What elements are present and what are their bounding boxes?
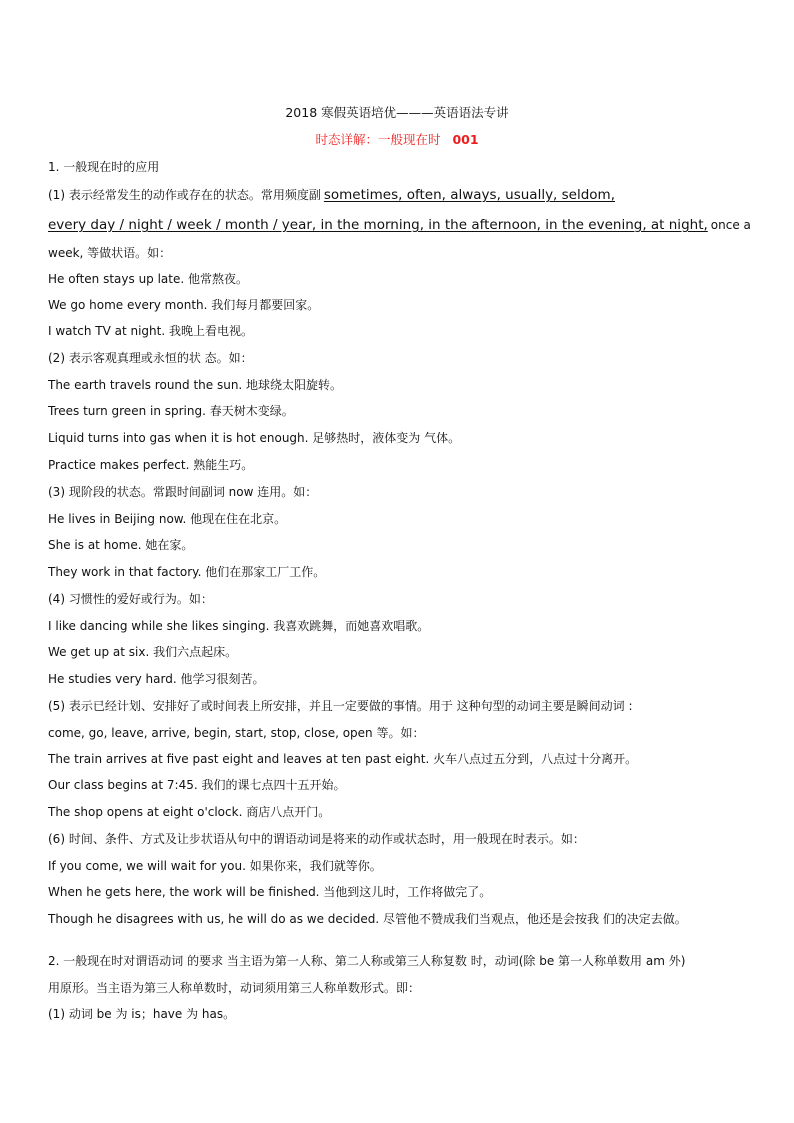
subtitle-text: 时态详解：一般现在时 [315,132,441,147]
section-2-line-2: 用原形。当主语为第三人称单数时，动词须用第三人称单数形式。即： [48,981,421,995]
example-line: Though he disagrees with us, he will do as we decided. 尽管他不赞成我们当观点，他还是会按我 们的决定去做。 [48,912,687,926]
example-line: Trees turn green in spring. 春天树木变绿。 [48,404,294,418]
example-line: We go home every month. 我们每月都要回家。 [48,298,320,312]
example-line: The shop opens at eight o'clock. 商店八点开门。 [48,805,331,819]
paragraph-1-line-2 [48,217,751,233]
example-line: Liquid turns into gas when it is hot enough. 足够热时，液体变为 气体。 [48,431,461,445]
example-line: He lives in Beijing now. 他现在住在北京。 [48,512,287,526]
paragraph-5-verbs: come, go, leave, arrive, begin, start, stop, close, open 等。如： [48,726,425,740]
example-line: She is at home. 她在家。 [48,538,194,552]
paragraph-1-line-1 [48,187,748,203]
example-line: The earth travels round the sun. 地球绕太阳旋转。 [48,378,343,392]
example-line: Practice makes perfect. 熟能生巧。 [48,458,254,472]
paragraph-5: (5) 表示已经计划、安排好了或时间表上所安排，并且一定要做的事情。用于 这种句型的动词主要是瞬间动词 : [48,699,633,713]
paragraph-3: (3) 现阶段的状态。常跟时间副词 now 连用。如： [48,485,318,499]
document-subtitle [0,132,794,148]
paragraph-1-intro: (1) 表示经常发生的动作或存在的状态。常用频度副 [48,188,321,202]
example-line: They work in that factory. 他们在那家工厂工作。 [48,565,326,579]
paragraph-4: (4) 习惯性的爱好或行为。如： [48,592,213,606]
example-line: The train arrives at five past eight and leaves at ten past eight. 火车八点过五分到，八点过十分离开。 [48,752,638,766]
paragraph-6: (6) 时间、条件、方式及让步状语从句中的谓语动词是将来的动作或状态时，用一般现在时表示。如： [48,832,585,846]
example-line: Our class begins at 7:45. 我们的课七点四十五开始。 [48,778,346,792]
example-line: We get up at six. 我们六点起床。 [48,645,238,659]
time-expressions: every day / night / week / month / year, in the morning, in the afternoon, in the evening, at night, [48,217,708,233]
frequency-adverbs: sometimes, often, always, usually, seldom, [323,187,616,203]
subtitle-number: 001 [452,132,479,147]
example-line: He studies very hard. 他学习很刻苦。 [48,672,265,686]
example-line: He often stays up late. 他常熬夜。 [48,272,249,286]
example-line: If you come, we will wait for you. 如果你来，我们就等你。 [48,859,382,873]
section-2-item-1: (1) 动词 be 为 is；have 为 has。 [48,1007,236,1021]
example-line: I like dancing while she likes singing. 我喜欢跳舞，而她喜欢唱歌。 [48,619,430,633]
document-title: 2018 寒假英语培优———英语语法专讲 [285,105,509,120]
paragraph-2: (2) 表示客观真理或永恒的状 态。如： [48,351,253,365]
once-a-text: once a [710,218,751,232]
section-1-heading: 1. 一般现在时的应用 [48,160,160,174]
paragraph-1-line-3: week, 等做状语。如： [48,246,172,260]
section-2-line-1: 2. 一般现在时对谓语动词 的要求 当主语为第一人称、第二人称或第三人称复数 时，动词(除 be 第一人称单数用 am 外) [48,954,686,968]
example-line: I watch TV at night. 我晚上看电视。 [48,324,253,338]
example-line: When he gets here, the work will be finished. 当他到这儿时，工作将做完了。 [48,885,492,899]
